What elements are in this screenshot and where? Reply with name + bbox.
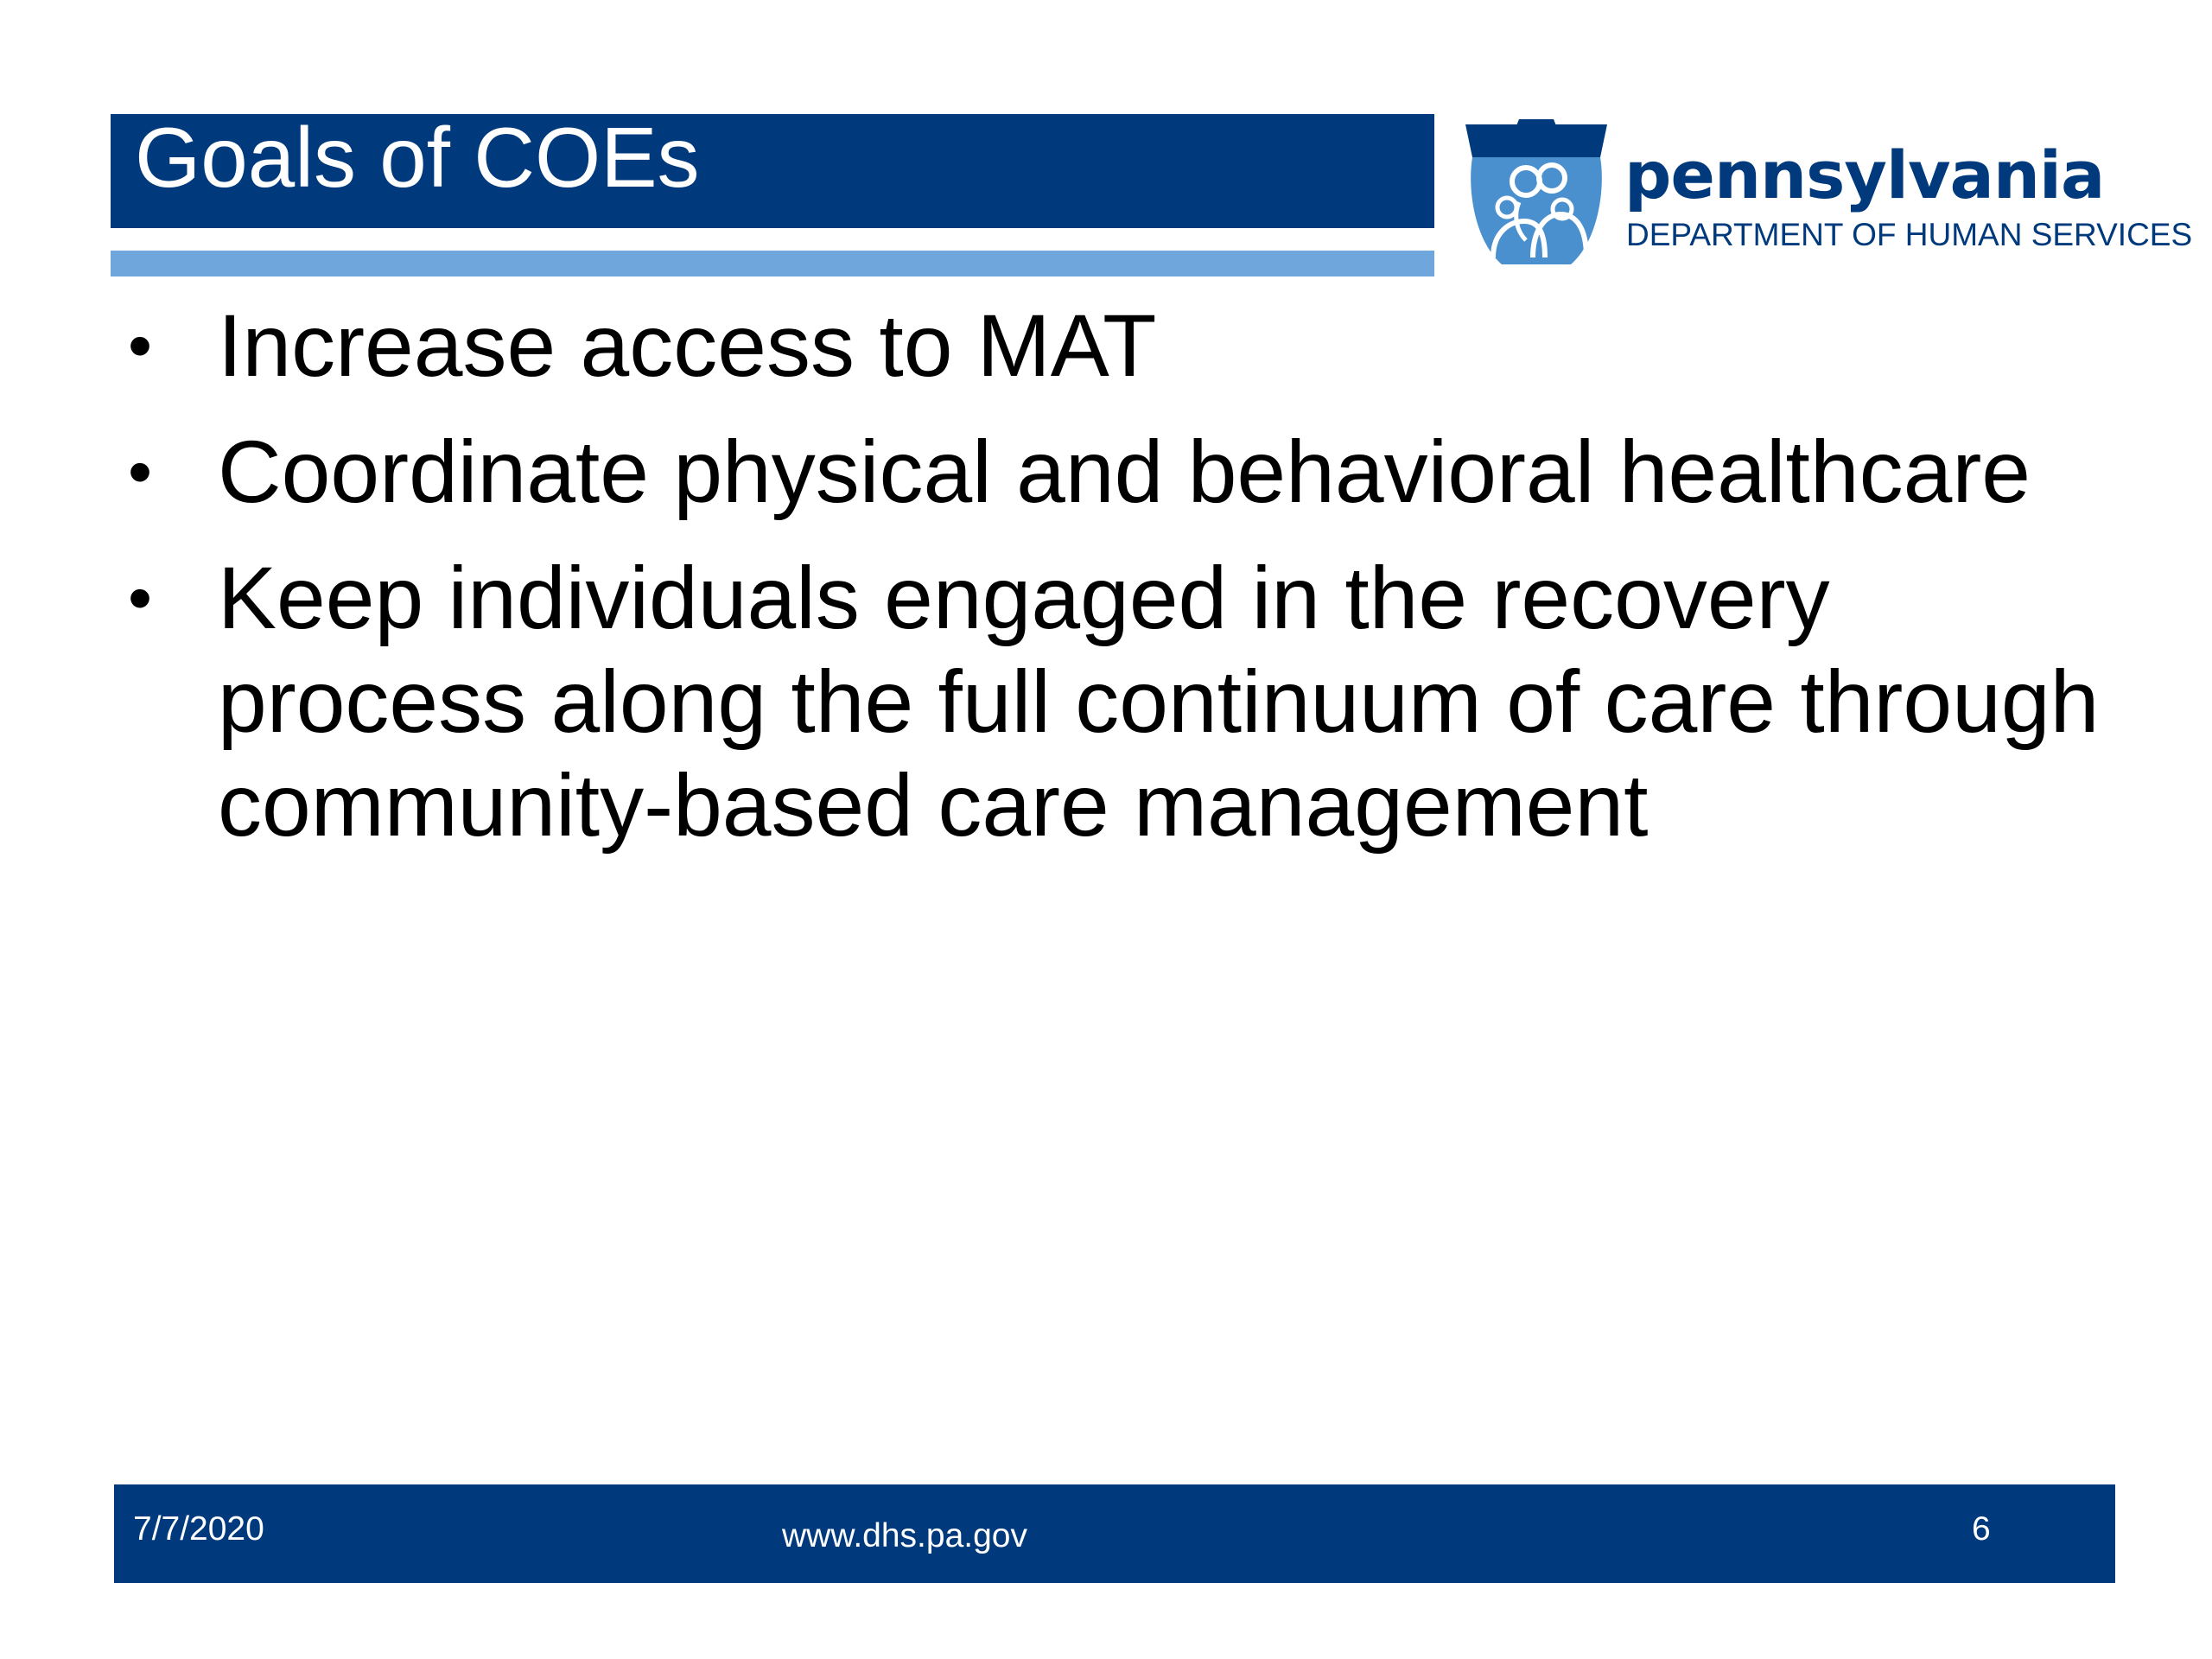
footer-bar	[114, 1484, 2115, 1583]
bullet-list	[128, 294, 2115, 880]
bullet-marker: •	[128, 559, 153, 636]
logo-department: DEPARTMENT OF HUMAN SERVICES	[1626, 217, 2193, 252]
bullet-marker: •	[128, 307, 153, 384]
bullet-item	[128, 546, 2115, 857]
bullet-text: Keep individuals engaged in the recovery process along the full continuum of care through community-based care management	[218, 549, 2100, 855]
slide-title: Goals of COEs	[135, 110, 700, 205]
pa-dhs-logo	[1459, 119, 2193, 275]
page-number: 6	[1972, 1510, 1991, 1548]
title-bar	[111, 110, 1434, 228]
bullet-marker: •	[128, 433, 153, 510]
keystone-family-icon	[1459, 119, 1614, 275]
bullet-item	[128, 420, 2115, 524]
bullet-text: Coordinate physical and behavioral healthcare	[218, 423, 2031, 521]
bullet-text: Increase access to MAT	[218, 296, 1157, 395]
bullet-item	[128, 294, 2115, 397]
title-underline	[111, 251, 1434, 276]
footer-date: 7/7/2020	[133, 1510, 264, 1548]
logo-wordmark: pennsylvania	[1624, 137, 2105, 213]
footer-url[interactable]: www.dhs.pa.gov	[782, 1517, 1027, 1554]
